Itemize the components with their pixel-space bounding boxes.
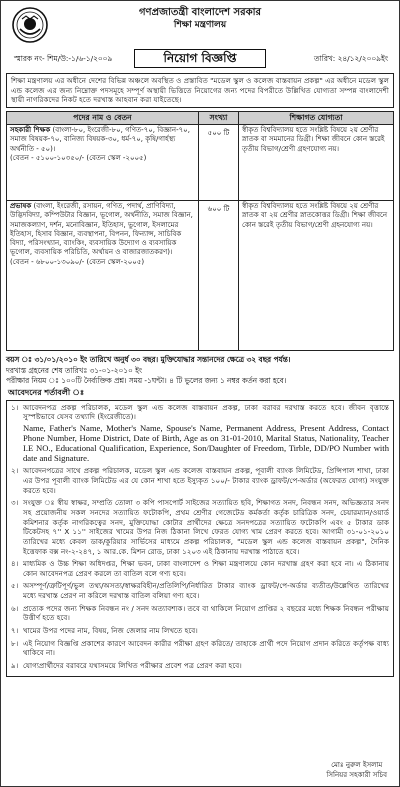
header — [6, 5, 394, 49]
list-item-number: ২। — [11, 466, 19, 476]
list-item-text: অসম্পূর্ণ/ত্রুটিপূর্ণ/ভুল তথ্য/অসত্য/স্বাক্ষরবিহীন/প্রতিলিপি/নির্ধারিত টাকার ব্যাংক ড্রাফট/পে-অর্ডার ব্যতীত/উল্লেখিত তারিখের মধ্যে দরখাস্ত প্রেরণ না করিলে দরখাস্ত বাতিল বলিয়া গণ্য হবে। — [23, 581, 389, 601]
list-item-number: ৬। — [11, 603, 19, 613]
list-item-text: প্রত্যেক পদের জন্য শিক্ষক নিবন্ধন নং / সনদ অত্যাবশ্যক। তবে বা থাকিলে নিয়োগ প্রাপ্তির ২ বছরের মধ্যে শিক্ষক নিবন্ধন পরীক্ষায় উত্তীর্ণ হতে হবে। — [23, 603, 389, 623]
government-name: গণপ্রজাতন্ত্রী বাংলাদেশ সরকার — [139, 7, 261, 18]
list-item — [11, 403, 389, 464]
table-row — [7, 201, 394, 351]
list-item-number: ৯। — [11, 660, 19, 670]
list-item — [11, 559, 389, 578]
post-qualification: স্বীকৃত বিশ্ববিদ্যালয় হতে সংশ্লিষ্ট বিষয়ে ২য় শ্রেণীর স্নাতক বা সমমানের ডিগ্রী। শিক্ষা জীবনে কোন স্তরেই তৃতীয় বিভাগ/শ্রেণী গ্রহণযোগ্য নয়। — [239, 125, 394, 201]
exam-rules: পরীক্ষার নিয়ম ঃ ১০০টি নৈর্ব্যক্তিক প্রশ্ন। সময় -১ঘন্টা। ৪ টি ভুলের জন্য ১ নম্বর কর্তন করা হবে। — [6, 376, 287, 386]
post-count: ৫০০ টি — [199, 125, 239, 201]
signatory-name: মোঃ নুরুল ইসলাম — [331, 761, 383, 770]
list-item — [11, 466, 389, 495]
list-item-text: যোগ্যপ্রার্থীদের বরাবরে যথাসময়ে লিখিত পরীক্ষার প্রবেশ পত্র প্রেরণ করা হবে। — [23, 660, 242, 670]
list-item-text: সংযুক্ত ঃ স্বীয় স্বাক্ষর, সম্প্রতি তোলা ৩ কপি পাসপোর্ট সাইজের সত্যায়িত ছবি, শিক্ষাগত সনদ, নিবন্ধন সনদ, অভিজ্ঞতার সনদ সহ প্রয়োজনীয় সকল সনদের সত্যায়িত ফটোকপি, প্রথম শ্রেণীর গেজেটেড কর্মকর্তা কর্তৃক চারিত্রিক সনদ, চেয়ারম্যান/ওয়ার্ড কমিশনার কর্তৃক নাগরিকত্বের সনদ, মুক্তিযোদ্ধা কোটার প্রার্থীদের ক্ষেত্রে সনদপত্রের সত্যায়িত ফটোকপি এবং ৫ টাকার ডাক টিকেটসহ ৭'' X ১১'' সাইজের খামের উপর নিজ ঠিকানা লিখে ফেরত যোগ্য খাম প্রেরণ করতে হবে। আগামী ৩১-০১-২০১০ তারিখের মধ্যে কেবল ডাক/কুরিয়ার সার্ভিসের মাধ্যমে প্রকল্প পরিচালক, "মডেল স্কুল এন্ড কলেজ বাস্তবায়ন প্রকল্প", দৈনিক ইত্তেফাক বক্স নং-২-২৪৭, ১ আর.কে. মিশন রোড, ঢাকা ১২০৩ এই ঠিকানায় দরখাস্ত পাঠাতে হবে। — [23, 498, 389, 556]
column-header-post: পদের নাম ও বেতন — [7, 112, 199, 125]
list-item-text: খামের উপর পদের নাম, বিষয়, নিজ জেলার নাম লিখতে হবে। — [23, 626, 198, 636]
memo-number: স্মারক নং- শিম/উ:-১/৬-১/২০০৯ — [14, 54, 113, 63]
post-subjects: (বাংলা, ইংরেজী, রসায়ন, গণিত, পদার্থ, প্রাণিবিদ্যা, উদ্ভিদবিদ্যা, কম্পিউটার বিজ্ঞান, ভূগোল, অর্থনীতি, সমাজ বিজ্ঞান, সমাজকল্যাণ, দর্শন, মনোবিজ্ঞান, ইতিহাস, ভুগোল, ইসলামের ইতিহাস, হিসাব বিজ্ঞান, ব্যবস্থাপনা, বিপনন, ফিন্যান্স, সাচিবিক বিদ্যা, পরিসংখ্যান, ব্যাংকিং, ব্যবসায়িক উদ্যোগ ও ব্যবসায়িক ভূগোল, ব্যবসায়িক পরিচিতি, অর্থায়ন ও বাজারজাতকরণ)। — [10, 202, 193, 257]
list-item-number: ৮। — [11, 638, 19, 648]
list-item-text: এই নিয়োগ বিজ্ঞপ্তি প্রকাশের কারণে আবেদন কারীর পরীক্ষা গ্রহণ করিতে/ তাহাকে প্রার্থী পদে নিয়োগ প্রদান করিতে কর্তৃপক্ষ বাধ্য থাকিবে না। — [23, 638, 389, 658]
list-item — [11, 498, 389, 556]
intro-paragraph: শিক্ষা মন্ত্রণালয় এর অধীনে দেশের বিভিন্ন অঞ্চলে অবস্থিত ও প্রস্তাবিত "মডেল স্কুল ও কলেজ বাস্তবায়ন প্রকল্প" এর অধীনে মডেল স্কুল এন্ড কলেজ এর জন্য নিম্নোক্ত পদসমূহে সম্পূর্ণ অস্থায়ী ভিত্তিতে নিয়োগের জন্য পদের বিপরীতে উল্লিখিত যোগ্যতা সম্পন্ন বাংলাদেশী স্থায়ী নাগরিকদের নিকট হতে দরখাস্ত আহবান করা যাইতেছে। — [6, 73, 394, 108]
post-cell — [7, 125, 199, 201]
list-item — [11, 639, 389, 658]
table-header-row — [7, 112, 394, 125]
list-item-number: ৪। — [11, 559, 19, 569]
list-item — [11, 626, 389, 636]
post-cell — [7, 201, 199, 351]
ministry-name: শিক্ষা মন্ত্রণালয় — [173, 20, 227, 31]
list-item — [11, 581, 389, 600]
table-row — [7, 125, 394, 201]
column-header-count: সংখ্যা — [199, 112, 239, 125]
post-title: প্রভাষক — [10, 202, 32, 211]
notice-title: নিয়োগ বিজ্ঞপ্তি — [134, 49, 266, 68]
post-qualification: স্বীকৃত বিশ্ববিদ্যালয় হতে সংশ্লিষ্ট বিষয়ে ২য় শ্রেণীর স্নাতক বা ২য় শ্রেণীর স্নাতকোত্তর ডিগ্রী। শিক্ষা জীবনে কোন স্তরেই তৃতীয় বিভাগ/শ্রেণী গ্রহনযোগ্য নয়। — [239, 201, 394, 351]
list-item-text: মাধ্যমিক ও উচ্চ শিক্ষা অধিদপ্তর, শিক্ষা ভবন, ঢাকা বাংলাদেশ ও শিক্ষা মন্ত্রণালয়ে কোন দরখাস্ত গ্রহণ করা হবে না। এ ঠিকানায় কোন আবেদনপত্র প্রেরণ করলে তা বাতিল বলে গণ্য হবে। — [23, 559, 389, 578]
conditions-heading: আবেদনের শর্তাবলী ঃ — [8, 388, 85, 398]
post-count: ৬০০ টি — [199, 201, 239, 351]
posts-table — [6, 111, 394, 351]
application-deadline: দরখাস্ত গ্রহনের শেষ তারিখঃ ৩১-০১-২০১০ ইং — [6, 365, 143, 375]
post-title: সহকারী শিক্ষক — [10, 126, 51, 135]
list-item-text: আবেদনপত্র প্রকল্প পরিচালক, মডেল স্কুল এন্ড কলেজ বাস্তবায়ন প্রকল্প, ঢাকা বরাবর দরখাস্ত করতে হবে। জীবন বৃত্তান্তে সুস্পষ্টভাবে যেসব তথ্যাদি (ইংরেজীতে)। — [23, 402, 389, 422]
required-fields-english: Name, Father's Name, Mother's Name, Spouse's Name, Permanent Address, Present Address, Contact Phone Number, Home District, Date of Birth, Age as on 31-01-2010, Marital Status, Nationality, Teacher I.E NO., Educational Qualification, Experience, Son/Daughter of Freedom, Tirble, DD/PO Number with date and Signature. — [23, 422, 389, 464]
conditions-list — [6, 400, 394, 677]
signatory-designation: সিনিয়র সহকারী সচিব — [326, 770, 387, 779]
list-item-number: ৭। — [11, 626, 19, 636]
post-subjects: (বাংলা-৮০, ইংরেজী-৮০, গণিত-৭০, বিজ্ঞান-৭০, সমাজ বিষয়ক-৭০, বানিজ্য বিষয়ক-৩০, ধর্ম-৭০, কৃষি/গার্হস্থ্য অর্থনীতি - ৫০)। — [10, 126, 190, 153]
government-seal-icon — [12, 7, 48, 43]
list-item-text: আবেদনপত্রের সাথে প্রকল্প পরিচালক, মডেল স্কুল এন্ড কলেজ বাস্তবায়ন প্রকল্প, পূবালী ব্যাংক লিমিটেড, প্রিন্সিপাল শাখা, ঢাকা এর উপর পূবালী ব্যাংক লিমিটেড এর যে কোন শাখা হতে ইস্যুকৃত ১০০/- টাকার ব্যাংক ড্রাফট/পে-অর্ডার (অফেরত যোগ্য) সংযুক্ত করতে হবে। — [23, 466, 389, 495]
signature-block — [326, 761, 387, 780]
notice-date: তারিখ: ২৪/১২/২০০৯ইং — [314, 54, 388, 63]
list-item-number: ৩। — [11, 498, 19, 508]
list-item — [11, 604, 389, 623]
notice-subheader — [6, 49, 394, 69]
age-limit: বয়স ঃ ৩১/০১/২০১০ ইং তারিখে অনুর্ধ ৩০ বছর। মুক্তিযোদ্ধার সন্তানদের ক্ষেত্রে ৩২ বছর পর্যন্ত। — [6, 355, 291, 365]
column-header-qualification: শিক্ষাগত যোগ্যতা — [239, 112, 394, 125]
post-salary: (বেতন - ৫১০০-১০৩৫০/- (বেতন স্কেল -২০০৫) — [10, 153, 147, 162]
list-item — [11, 661, 389, 671]
list-item-number: ১। — [11, 402, 19, 412]
list-item-number: ৫। — [11, 581, 19, 591]
post-salary: (বেতন - ৬৮০০-১৩০৯০/- (বেতন স্কেল-২০০৫) — [10, 257, 145, 266]
